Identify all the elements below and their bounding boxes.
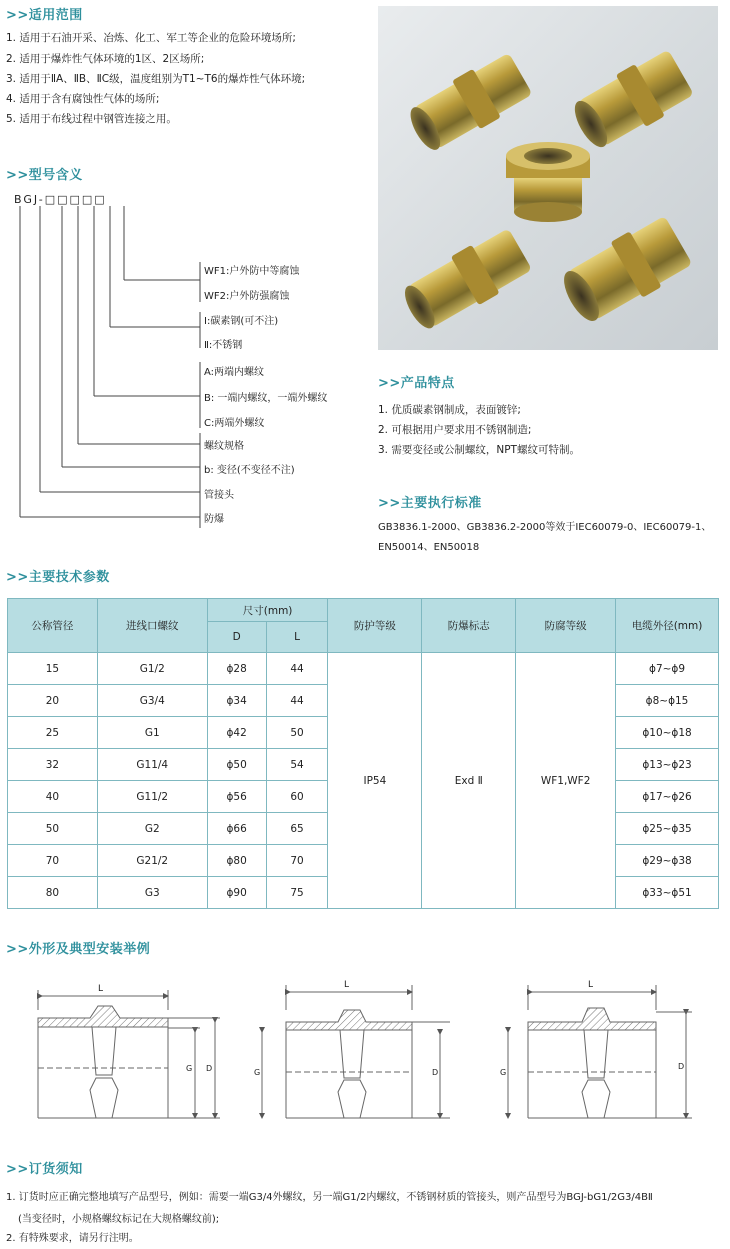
- model-label-reducer: b: 变径(不变径不注): [204, 465, 295, 476]
- table-row: [8, 653, 719, 685]
- model-code: BGJ-□□□□□: [14, 193, 107, 206]
- fittings-illustration: [378, 6, 718, 350]
- cell-nominal: 70: [8, 845, 98, 877]
- scope-item: 2. 适用于爆炸性气体环境的1区、2区场所;: [6, 53, 205, 65]
- model-label-wf2: WF2:户外防强腐蚀: [204, 291, 290, 302]
- model-label-pipe-joint: 管接头: [204, 490, 234, 501]
- cell-corrosion-merged: WF1,WF2: [516, 653, 616, 909]
- header-d: D: [207, 622, 266, 653]
- cell-thread: G21/2: [97, 845, 207, 877]
- header-thread: 进线口螺纹: [97, 599, 207, 653]
- cell-l: 65: [266, 813, 328, 845]
- params-title: >>主要技术参数: [6, 570, 110, 585]
- cell-cable: ϕ33~ϕ51: [616, 877, 719, 909]
- header-size: 尺寸(mm): [207, 599, 328, 622]
- feature-item: 3. 需要变径或公制螺纹，NPT螺纹可特制。: [378, 444, 580, 456]
- model-label-carbon-steel: Ⅰ:碳素钢(可不注): [204, 316, 279, 327]
- header-corrosion: 防腐等级: [516, 599, 616, 653]
- cell-nominal: 15: [8, 653, 98, 685]
- cell-nominal: 20: [8, 685, 98, 717]
- model-label-stainless: Ⅱ:不锈钢: [204, 340, 243, 351]
- features-title: >>产品特点: [378, 376, 455, 391]
- cell-thread: G11/2: [97, 781, 207, 813]
- fitting-photo-1: [403, 49, 535, 157]
- fitting-photo-5: [555, 212, 694, 329]
- cell-l: 44: [266, 685, 328, 717]
- dim-l-1: L: [98, 984, 104, 994]
- order-title: >>订货须知: [6, 1162, 83, 1177]
- feature-item: 2. 可根据用户要求用不锈钢制造;: [378, 424, 532, 436]
- model-label-explosion-proof: 防爆: [204, 514, 224, 525]
- fitting-photo-3: [506, 142, 590, 222]
- cell-thread: G2: [97, 813, 207, 845]
- install-drawing-3: [508, 985, 692, 1118]
- dim-l-2: L: [344, 980, 350, 990]
- cell-thread: G1: [97, 717, 207, 749]
- header-protection: 防护等级: [328, 599, 422, 653]
- dim-d-2: D: [432, 1068, 439, 1077]
- header-cable: 电缆外径(mm): [616, 599, 719, 653]
- cell-l: 75: [266, 877, 328, 909]
- cell-cable: ϕ25~ϕ35: [616, 813, 719, 845]
- cell-thread: G3: [97, 877, 207, 909]
- dim-g-2: G: [254, 1068, 261, 1077]
- cell-cable: ϕ29~ϕ38: [616, 845, 719, 877]
- dim-d-1: D: [206, 1064, 213, 1073]
- cell-protection-merged: IP54: [328, 653, 422, 909]
- scope-item: 4. 适用于含有腐蚀性气体的场所;: [6, 93, 160, 105]
- header-nominal: 公称管径: [8, 599, 98, 653]
- header-l: L: [266, 622, 328, 653]
- cell-d: ϕ42: [207, 717, 266, 749]
- cell-d: ϕ80: [207, 845, 266, 877]
- cell-nominal: 80: [8, 877, 98, 909]
- cell-d: ϕ50: [207, 749, 266, 781]
- standards-line: GB3836.1-2000、GB3836.2-2000等效于IEC60079-0、IEC60079-1、: [378, 522, 712, 533]
- model-label-b: B: 一端内螺纹，一端外螺纹: [204, 393, 328, 404]
- model-label-thread-spec: 螺纹规格: [204, 441, 244, 452]
- cell-l: 70: [266, 845, 328, 877]
- model-label-a: A:两端内螺纹: [204, 367, 265, 378]
- cell-d: ϕ34: [207, 685, 266, 717]
- model-label-c: C:两端外螺纹: [204, 418, 265, 429]
- cell-d: ϕ66: [207, 813, 266, 845]
- scope-item: 1. 适用于石油开采、冶炼、化工、军工等企业的危险环境场所;: [6, 32, 296, 44]
- cell-l: 54: [266, 749, 328, 781]
- cell-cable: ϕ8~ϕ15: [616, 685, 719, 717]
- scope-item: 3. 适用于ⅡA、ⅡB、ⅡC级，温度组别为T1~T6的爆炸性气体环境;: [6, 73, 306, 85]
- cell-cable: ϕ10~ϕ18: [616, 717, 719, 749]
- feature-item: 1. 优质碳素钢制成，表面镀锌;: [378, 404, 521, 416]
- fitting-photo-4: [397, 225, 534, 336]
- cell-cable: ϕ17~ϕ26: [616, 781, 719, 813]
- cell-thread: G3/4: [97, 685, 207, 717]
- cell-ex-mark-merged: Exd Ⅱ: [422, 653, 516, 909]
- cell-d: ϕ56: [207, 781, 266, 813]
- dim-d-3: D: [678, 1062, 685, 1071]
- cell-nominal: 32: [8, 749, 98, 781]
- order-line: 1. 订货时应正确完整地填写产品型号，例如：需要一端G3/4外螺纹，另一端G1/2内螺纹，不锈钢材质的管接头，则产品型号为BGJ-bG1/2G3/4BⅡ: [6, 1192, 653, 1203]
- cell-nominal: 40: [8, 781, 98, 813]
- install-title: >>外形及典型安装举例: [6, 942, 151, 957]
- standards-title: >>主要执行标准: [378, 496, 482, 511]
- cell-cable: ϕ13~ϕ23: [616, 749, 719, 781]
- cell-thread: G1/2: [97, 653, 207, 685]
- header-ex-mark: 防爆标志: [422, 599, 516, 653]
- product-photo: [378, 6, 718, 350]
- install-drawing-1: [38, 990, 220, 1118]
- cell-nominal: 25: [8, 717, 98, 749]
- params-table: [7, 598, 719, 909]
- dim-l-3: L: [588, 980, 594, 990]
- model-label-wf1: WF1:户外防中等腐蚀: [204, 266, 300, 277]
- cell-l: 60: [266, 781, 328, 813]
- install-drawing-2: [262, 985, 450, 1118]
- scope-title: >>适用范围: [6, 8, 83, 23]
- dim-g-1: G: [186, 1064, 193, 1073]
- model-title: >>型号含义: [6, 168, 83, 183]
- standards-line: EN50014、EN50018: [378, 542, 480, 553]
- cell-d: ϕ90: [207, 877, 266, 909]
- order-line: 2. 有特殊要求，请另行注明。: [6, 1233, 139, 1244]
- cell-d: ϕ28: [207, 653, 266, 685]
- dim-g-3: G: [500, 1068, 507, 1077]
- cell-nominal: 50: [8, 813, 98, 845]
- fitting-photo-2: [566, 46, 696, 155]
- cell-l: 50: [266, 717, 328, 749]
- cell-l: 44: [266, 653, 328, 685]
- cell-cable: ϕ7~ϕ9: [616, 653, 719, 685]
- order-line: (当变径时，小规格螺纹标记在大规格螺纹前);: [18, 1214, 220, 1225]
- scope-item: 5. 适用于布线过程中钢管连接之用。: [6, 113, 177, 125]
- cell-thread: G11/4: [97, 749, 207, 781]
